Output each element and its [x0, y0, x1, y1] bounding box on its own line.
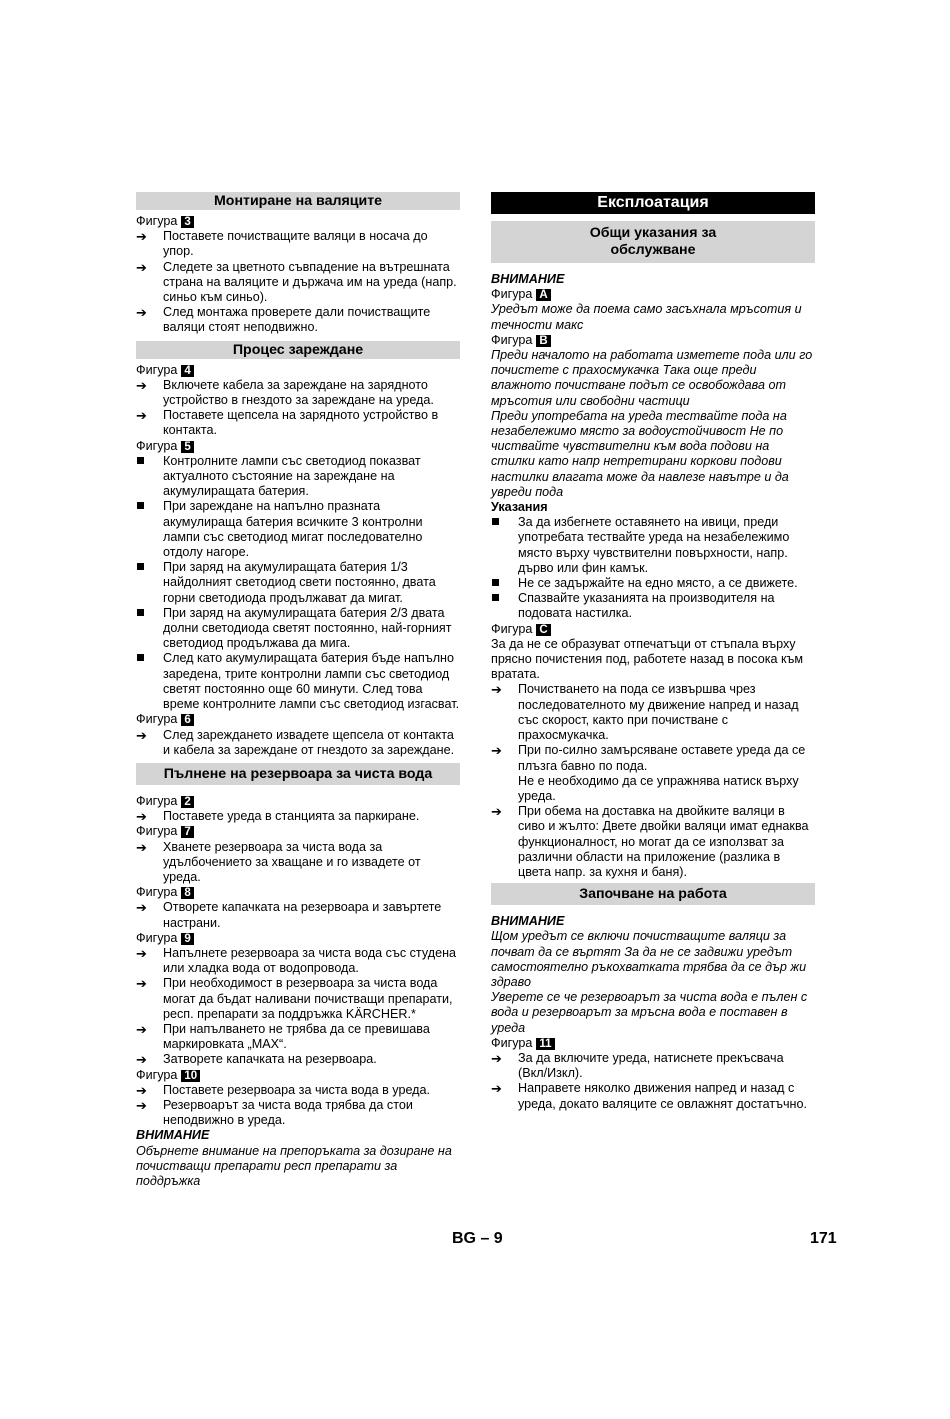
list-item: Не се задържайте на едно място, а се движете. — [491, 576, 815, 591]
list-item: ➔ При необходимост в резервоара за чиста вода могат да бъдат наливани почистващи препарати, респ. препарати за поддръжка KÄRCHER.* — [136, 976, 460, 1022]
figure-number: 6 — [181, 714, 193, 726]
list-item: ➔ При обема на доставка на двойките валяци в сиво и жълто: Двете двойки валяци имат еднаква функционалност, но могат да се използват за различни области на приложение (разлика в цвета напр. за кухня и баня). — [491, 804, 815, 880]
bullet-square-icon — [136, 454, 156, 469]
bullet-square-icon — [491, 591, 511, 606]
section-title-filling: Пълнене на резервоара за чиста вода — [136, 763, 460, 785]
list-item: ➔ Поставете почистващите валяци в носача до упор. — [136, 229, 460, 259]
figure-number: 4 — [181, 365, 193, 377]
warning-text: Преди употребата на уреда тествайте пода на незабележимо място за водоустойчивост Не по чиствайте чувствителни към вода подови на стилки като напр нетретирани коркови подови настилки влагата може да навлезе навътре и да увреди пода — [491, 408, 789, 499]
list-item: ➔ При по-силно замърсяване оставете уреда да се плъзга бавно по пода. Не е необходимо да се упражнява натиск върху уреда. — [491, 743, 815, 804]
list-item: ➔ При напълването не трябва да се превишава маркировката „MAX“. — [136, 1022, 460, 1052]
list-item: ➔ Направете няколко движения напред и назад с уреда, докато валяците се овлажнят достатъчно. — [491, 1081, 815, 1111]
figure-number: B — [536, 335, 550, 347]
figure-ref: Фигура B — [491, 333, 815, 348]
list-item: При заряд на акумулиращата батерия 1/3 найдолният светодиод свети постоянно, двата горни светодиода продължават да мигат. — [136, 560, 460, 606]
list-item: ➔ Поставете щепсела на зарядното устройство в контакта. — [136, 408, 460, 438]
list-item: ➔ Почистването на пода се извършва чрез последователното му движение напред и назад със скорост, както при почистване с прахосмукачка. — [491, 682, 815, 743]
arrow-icon — [136, 976, 156, 992]
figure-ref: Фигура 5 — [136, 439, 460, 454]
section-title-mounting: Монтиране на валяците — [136, 192, 460, 210]
figure-number: 9 — [181, 933, 193, 945]
arrow-icon — [136, 1052, 156, 1068]
bullet-square-icon — [136, 499, 156, 514]
arrow-icon — [491, 804, 511, 820]
arrow-icon — [136, 1083, 156, 1099]
list-item: ➔ Поставете уреда в станцията за паркиране. — [136, 809, 460, 824]
arrow-icon — [136, 408, 156, 424]
figure-ref: Фигура 10 — [136, 1068, 460, 1083]
figure-ref: Фигура 6 — [136, 712, 460, 727]
list-item: ➔ Следете за цветното съвпадение на вътрешната страна на валяците и държача им на уреда (напр. синьо към синьо). — [136, 260, 460, 306]
list-item: След като акумулиращата батерия бъде напълно заредена, трите контролни лампи със светодиод светят постоянно още 60 минути. След това време контролните лампи със светодиод изгасват. — [136, 651, 460, 712]
arrow-icon — [136, 378, 156, 394]
list-item: При зареждане на напълно празната акумулираща батерия всичките 3 контролни лампи със светодиод мигат последователно отдолу нагоре. — [136, 499, 460, 560]
arrow-icon — [136, 1022, 156, 1038]
list-item: Контролните лампи със светодиод показват актуалното състояние на зареждане на акумулиращата батерия. — [136, 454, 460, 500]
figure-ref: Фигура 4 — [136, 363, 460, 378]
figure-ref: Фигура 7 — [136, 824, 460, 839]
figure-number: 11 — [536, 1038, 554, 1050]
list-item: ➔ Резервоарът за чиста вода трябва да стои неподвижно в уреда. — [136, 1098, 460, 1128]
list-item: ➔ След монтажа проверете дали почистващите валяци стоят неподвижно. — [136, 305, 460, 335]
body-text: За да не се образуват отпечатъци от стъпала върху прясно почистения под, работете назад в посока към вратата. — [491, 636, 804, 682]
figure-ref: Фигура A — [491, 287, 815, 302]
figure-number: 2 — [181, 796, 193, 808]
figure-ref: Фигура 9 — [136, 931, 460, 946]
section-title-start: Започване на работа — [491, 883, 815, 905]
section-title-general: Общи указания за обслужване — [491, 221, 815, 263]
bullet-square-icon — [491, 576, 511, 591]
figure-number: A — [536, 289, 550, 301]
arrow-icon — [136, 900, 156, 916]
figure-ref: Фигура C — [491, 622, 815, 637]
arrow-icon — [136, 809, 156, 825]
figure-number: 5 — [181, 441, 193, 453]
figure-ref: Фигура 8 — [136, 885, 460, 900]
warning-heading: ВНИМАНИЕ — [136, 1128, 210, 1143]
figure-number: 10 — [181, 1070, 200, 1082]
arrow-icon — [136, 840, 156, 856]
figure-ref: Фигура 3 — [136, 214, 460, 229]
arrow-icon — [491, 682, 511, 698]
list-item: При заряд на акумулиращата батерия 2/3 двата долни светодиода светят постоянно, най-горният светодиод продължава да мига. — [136, 606, 460, 652]
arrow-icon — [136, 229, 156, 245]
arrow-icon — [491, 1081, 511, 1097]
notes-heading: Указания — [491, 500, 548, 515]
list-item: ➔ За да включите уреда, натиснете прекъсвача (Вкл/Изкл). — [491, 1051, 815, 1081]
arrow-icon — [136, 305, 156, 321]
warning-text: Уверете се че резервоарът за чиста вода е пълен с вода и резервоарът за мръсна вода е поставен в уреда — [491, 990, 808, 1035]
arrow-icon — [136, 946, 156, 962]
list-item: ➔ Поставете резервоара за чиста вода в уреда. — [136, 1083, 460, 1098]
list-item: ➔ След зареждането извадете щепсела от контакта и кабела за зареждане от гнездото за зареждане. — [136, 728, 460, 758]
figure-number: C — [536, 624, 550, 636]
warning-text: Преди началото на работата изметете пода или го почистете с прахосмукачка Така още преди влажното почистване подът се освобождава от мръсотия или свободни частици — [491, 348, 813, 408]
warning-text: Обърнете внимание на препоръката за дозиране на почистващи препарати респ препарати за поддръжка — [136, 1143, 452, 1188]
list-item: Спазвайте указанията на производителя на подовата настилка. — [491, 591, 815, 621]
figure-ref: Фигура 11 — [491, 1036, 815, 1051]
page-number: 171 — [810, 1230, 837, 1247]
warning-heading: ВНИМАНИЕ — [491, 914, 565, 929]
chapter-title: Експлоатация — [491, 192, 815, 214]
list-item: ➔ Затворете капачката на резервоара. — [136, 1052, 460, 1067]
bullet-square-icon — [136, 560, 156, 575]
warning-text: Уредът може да поема само засъхнала мръсотия и течности макс — [491, 302, 802, 332]
figure-number: 3 — [181, 216, 193, 228]
warning-text: Щом уредът се включи почистващите валяци за почват да се въртят За да не се задвижи уредът самостоятелно ръкохватката трябва да се дър жи здраво — [491, 929, 807, 989]
section-title-charging: Процес зареждане — [136, 341, 460, 359]
bullet-square-icon — [136, 606, 156, 621]
bullet-square-icon — [491, 515, 511, 530]
figure-ref: Фигура 2 — [136, 794, 460, 809]
warning-heading: ВНИМАНИЕ — [491, 272, 565, 286]
list-item: ➔ Включете кабела за зареждане на зарядното устройство в гнездото за зареждане на уреда. — [136, 378, 460, 408]
arrow-icon — [491, 1051, 511, 1067]
arrow-icon — [136, 260, 156, 276]
right-column — [491, 192, 815, 1112]
figure-number: 7 — [181, 826, 193, 838]
list-item: ➔ Отворете капачката на резервоара и завъртете настрани. — [136, 900, 460, 930]
footer-section-label: BG – 9 — [452, 1230, 503, 1247]
list-item: За да избегнете оставянето на ивици, преди употребата тествайте уреда на незабележимо място върху чувствителни повърхности, напр. дърво или фин камък. — [491, 515, 815, 576]
left-column — [136, 192, 460, 1189]
bullet-square-icon — [136, 651, 156, 666]
arrow-icon — [136, 1098, 156, 1114]
arrow-icon — [136, 728, 156, 744]
list-item: ➔ Хванете резервоара за чиста вода за удълбочението за хващане и го извадете от уреда. — [136, 840, 460, 886]
list-item: ➔ Напълнете резервоара за чиста вода със студена или хладка вода от водопровода. — [136, 946, 460, 976]
figure-number: 8 — [181, 887, 193, 899]
arrow-icon — [491, 743, 511, 759]
